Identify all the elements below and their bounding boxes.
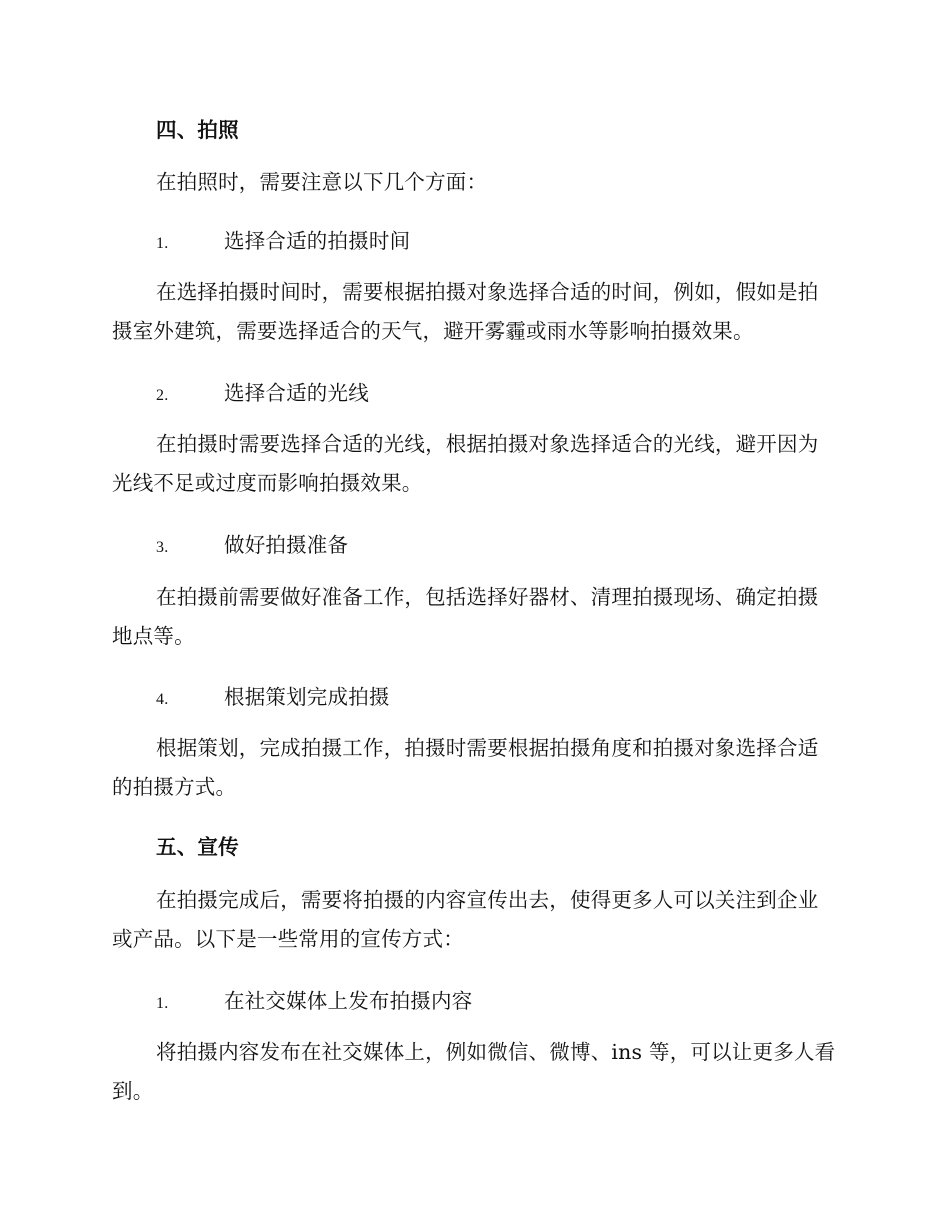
section-intro-photo: 在拍照时，需要注意以下几个方面：	[156, 170, 488, 194]
list-item-number: 2.	[156, 387, 169, 404]
list-item-number: 3.	[156, 539, 169, 556]
list-item-title	[156, 224, 882, 254]
list-item-number: 1.	[156, 235, 169, 252]
list-item-label: 在社交媒体上发布拍摄内容	[224, 989, 473, 1013]
list-item-body: 根据策划，完成拍摄工作，拍摄时需要根据拍摄角度和拍摄对象选择合适的拍摄方式。	[112, 736, 819, 799]
list-item-title	[156, 376, 882, 406]
section-heading-photo: 四、拍照	[156, 118, 239, 142]
list-item-number: 1.	[156, 995, 169, 1012]
list-item-title	[156, 984, 882, 1014]
section-intro-promotion: 在拍摄完成后，需要将拍摄的内容宣传出去，使得更多人可以关注到企业或产品。以下是一些常用的宣传方式：	[112, 888, 819, 951]
list-item-body: 在拍摄时需要选择合适的光线，根据拍摄对象选择适合的光线，避开因为光线不足或过度而影响拍摄效果。	[112, 432, 819, 495]
list-item-label: 根据策划完成拍摄	[224, 685, 390, 709]
section-heading-promotion: 五、宣传	[156, 835, 239, 859]
list-item-label: 选择合适的拍摄时间	[224, 229, 411, 253]
list-item-label: 做好拍摄准备	[224, 533, 349, 557]
list-item-body: 在选择拍摄时间时，需要根据拍摄对象选择合适的时间，例如，假如是拍摄室外建筑，需要选择适合的天气，避开雾霾或雨水等影响拍摄效果。	[112, 280, 819, 343]
list-item-number: 4.	[156, 691, 169, 708]
list-item-body: 在拍摄前需要做好准备工作，包括选择好器材、清理拍摄现场、确定拍摄地点等。	[112, 585, 819, 648]
list-item-body: 将拍摄内容发布在社交媒体上，例如微信、微博、ins 等，可以让更多人看到。	[112, 1040, 836, 1103]
list-item-title	[156, 680, 882, 710]
list-item-title	[156, 528, 882, 558]
list-item-label: 选择合适的光线	[224, 381, 369, 405]
